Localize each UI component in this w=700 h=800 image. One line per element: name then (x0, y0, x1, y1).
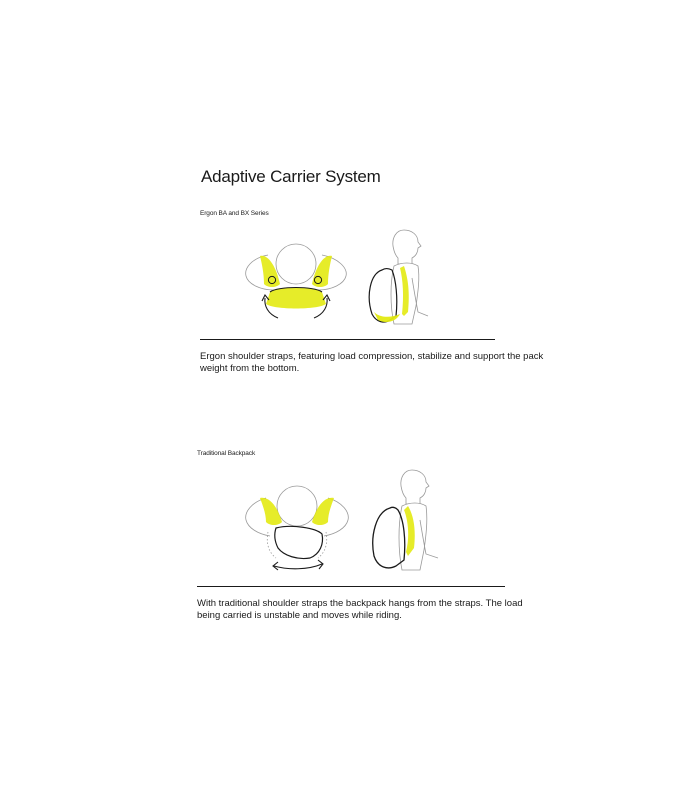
traditional-swing-arrow (274, 564, 322, 569)
traditional-pack-outline (275, 526, 323, 558)
section-divider-ergon (200, 339, 495, 340)
section-label-traditional: Traditional Backpack (197, 450, 256, 457)
traditional-description-line-2: being carried is unstable and moves while riding. (197, 610, 402, 621)
ergon-description-line-2: weight from the bottom. (200, 363, 300, 374)
ergon-top-view-illustration (238, 238, 358, 323)
ergon-side-view-illustration (360, 226, 435, 331)
ergon-pack-outline (266, 288, 326, 309)
traditional-top-view-illustration (240, 482, 355, 572)
page-title: Adaptive Carrier System (201, 167, 381, 186)
traditional-description-line-1: With traditional shoulder straps the backpack hangs from the straps. The load (197, 598, 523, 609)
ergon-description-line-1: Ergon shoulder straps, featuring load compression, stabilize and support the pack (200, 351, 544, 362)
traditional-side-view-illustration (362, 466, 442, 578)
section-label-ergon: Ergon BA and BX Series (200, 210, 269, 217)
section-divider-traditional (197, 586, 505, 587)
